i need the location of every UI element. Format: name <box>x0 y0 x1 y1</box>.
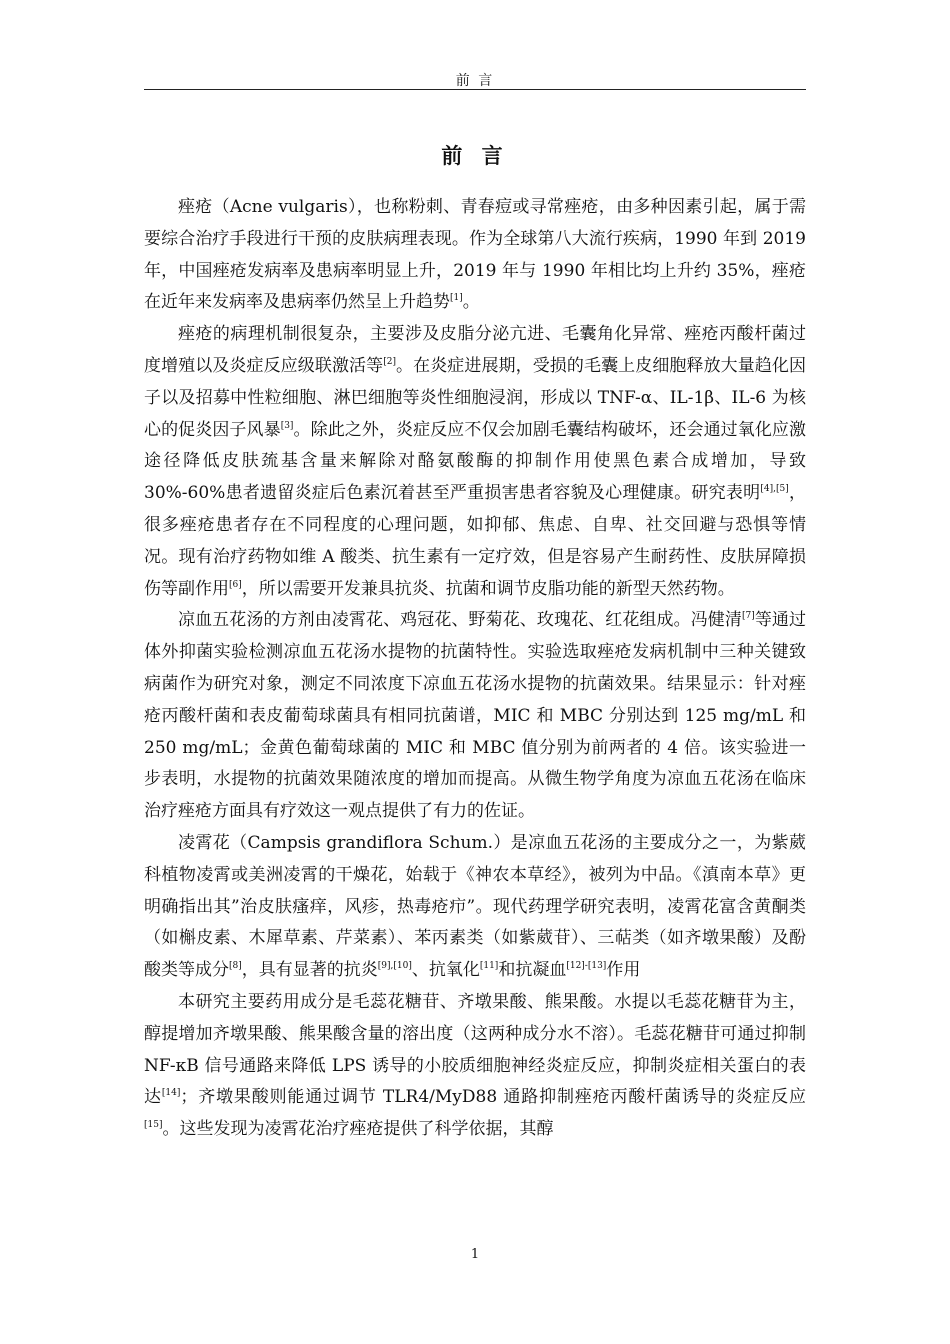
citation-ref: [6] <box>229 579 242 590</box>
paragraph-text: 。这些发现为凌霄花治疗痤疮提供了科学依据，其醇 <box>162 1119 554 1140</box>
paragraph-text: 、抗氧化 <box>411 960 480 981</box>
running-header: 前 言 <box>455 73 495 89</box>
paragraph-text: 。在炎症进展期，受损的毛囊上皮细胞释放大量趋化因子以及招募中性粒细胞、淋巴细胞等炎性细胞浸润，形成以 TNF-α、IL-1β、IL-6 为核心的促炎因子风暴 <box>144 355 807 440</box>
section-title: 前 言 <box>441 143 509 168</box>
citation-ref: [1] <box>450 293 463 304</box>
body-text <box>144 192 806 1146</box>
citation-ref: [2] <box>383 356 396 367</box>
paragraph-text: 。除此之外，炎症反应不仅会加剧毛囊结构破坏，还会通过氧化应激途径降低皮肤巯基含量来解除对酪氨酸酶的抑制作用使黑色素合成增加，导致 30%-60%患者遗留炎症后色素沉着甚至严重损害患者容貌及心理健康。研究表明 <box>144 419 807 504</box>
paragraph-text: 等通过体外抑菌实验检测凉血五花汤水提物的抗菌特性。实验选取痤疮发病机制中三种关键致病菌作为研究对象，测定不同浓度下凉血五花汤水提物的抗菌效果。结果显示：针对痤疮丙酸杆菌和表皮葡萄球菌具有相同抗菌谱，MIC 和 MBC 分别达到 125 mg/mL 和 250 mg/mL；金黄色葡萄球菌的 MIC 和 MBC 值分别为前两者的 4 倍。该实验进一步表明，水提物的抗菌效果随浓度的增加而提高。从微生物学角度为凉血五花汤在临床治疗痤疮方面具有疗效这一观点提供了有力的佐证。 <box>144 610 807 822</box>
paragraph <box>144 319 806 605</box>
citation-ref: [8] <box>229 961 242 972</box>
paragraph-text: 和抗凝血 <box>498 960 567 981</box>
paragraph-text: 痤疮（Acne vulgaris），也称粉刺、青春痘或寻常痤疮，由多种因素引起，属于需要综合治疗手段进行干预的皮肤病理表现。作为全球第八大流行疾病，1990 年到 2019 年，中国痤疮发病率及患病率明显上升，2019 年与 1990 年相比均上升约 35%，痤疮在近年来发病率及患病率仍然呈上升趋势 <box>144 197 806 313</box>
citation-ref: [9],[10] <box>377 961 412 972</box>
paragraph-text: ，所以需要开发兼具抗炎、抗菌和调节皮脂功能的新型天然药物。 <box>241 578 735 599</box>
citation-ref: [14] <box>161 1088 181 1099</box>
paragraph-text: 痤疮的病理机制很复杂，主要涉及皮脂分泌亢进、毛囊角化异常、痤疮丙酸杆菌过度增殖以及炎症反应级联激活等 <box>144 324 806 376</box>
page-number: 1 <box>470 1247 480 1262</box>
citation-ref: [15] <box>144 1120 163 1131</box>
paragraph-text: ，具有显著的抗炎 <box>241 960 378 981</box>
paragraph <box>144 987 806 1146</box>
paragraph-text: 凌霄花（Campsis grandiflora Schum.）是凉血五花汤的主要成分之一，为紫葳科植物凌霄或美洲凌霄的干燥花，始载于《神农本草经》，被列为中品。《滇南本草》更明确指出其”治皮肤瘙痒，风疹，热毒疮疖”。现代药理学研究表明，凌霄花富含黄酮类（如槲皮素、木犀草素、芹菜素）、苯丙素类（如紫葳苷）、三萜类（如齐墩果酸）及酚酸类等成分 <box>144 832 806 981</box>
citation-ref: [4],[5] <box>760 484 789 495</box>
paragraph-text: ，很多痤疮患者存在不同程度的心理问题，如抑郁、焦虑、自卑、社交回避与恐惧等情况。现有治疗药物如维 A 酸类、抗生素有一定疗效，但是容易产生耐药性、皮肤屏障损伤等副作用 <box>144 483 806 599</box>
citation-ref: [7] <box>741 611 755 622</box>
citation-ref: [11] <box>479 961 499 972</box>
paragraph-text: 本研究主要药用成分是毛蕊花糖苷、齐墩果酸、熊果酸。水提以毛蕊花糖苷为主，醇提增加齐墩果酸、熊果酸含量的溶出度（这两种成分水不溶）。毛蕊花糖苷可通过抑制 NF-κB 信号通路来降低 LPS 诱导的小胶质细胞神经炎症反应，抑制炎症相关蛋白的表达 <box>144 991 806 1108</box>
paragraph <box>144 828 806 987</box>
paragraph <box>144 192 806 319</box>
citation-ref: [12]-[13] <box>566 961 607 972</box>
paragraph-text: 作用 <box>606 960 641 981</box>
paragraph-text: 凉血五花汤的方剂由凌霄花、鸡冠花、野菊花、玫瑰花、红花组成。冯健清 <box>178 610 742 631</box>
paragraph-text: 。 <box>462 292 480 313</box>
paragraph <box>144 605 806 828</box>
citation-ref: [3] <box>280 420 294 431</box>
paragraph-text: ；齐墩果酸则能通过调节 TLR4/MyD88 通路抑制痤疮丙酸杆菌诱导的炎症反应 <box>180 1087 806 1108</box>
header-rule <box>144 89 806 90</box>
